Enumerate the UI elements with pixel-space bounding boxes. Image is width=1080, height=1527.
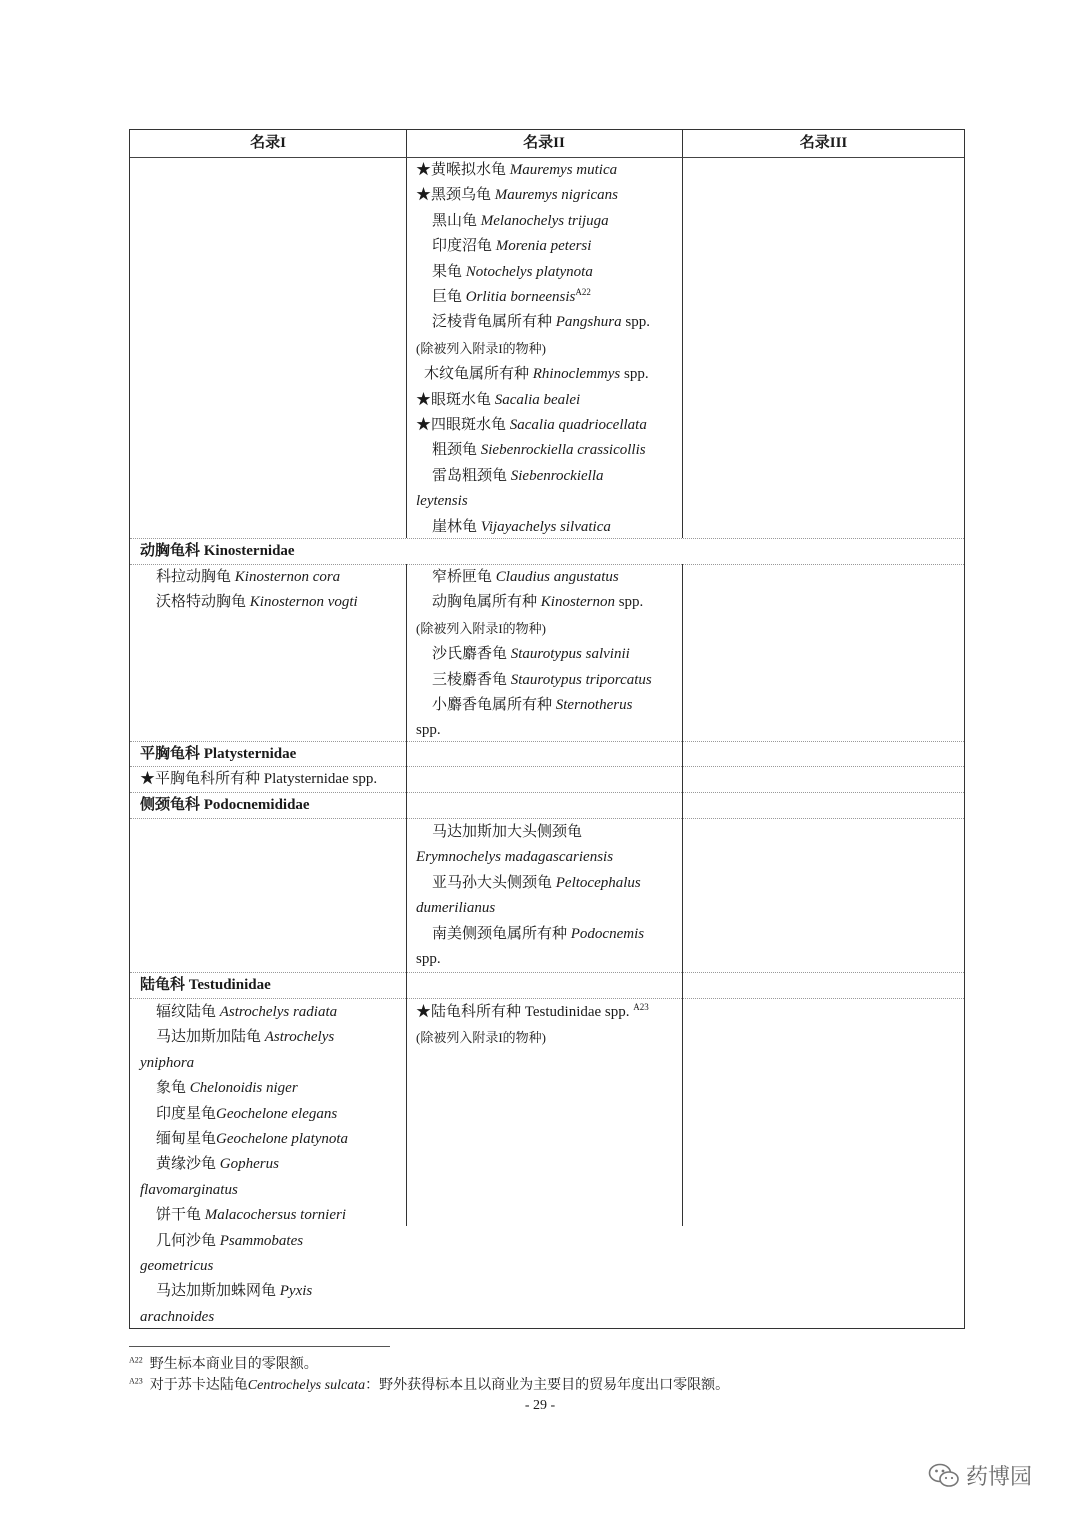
column-divider-2 bbox=[682, 130, 683, 538]
species-line: 亚马孙大头侧颈龟 Peltocephalus bbox=[432, 874, 641, 891]
wechat-icon bbox=[928, 1463, 960, 1489]
podocnemididae-col2 bbox=[416, 820, 644, 972]
species-line: 马达加斯加蛛网龟 Pyxis bbox=[156, 1283, 313, 1300]
species-line: (除被列入附录I的物种) bbox=[416, 340, 546, 356]
kinosternidae-col2 bbox=[416, 565, 652, 744]
species-line: 果龟 Notochelys platynota bbox=[432, 263, 593, 280]
column-divider-2c bbox=[682, 766, 683, 792]
species-line: 辐纹陆龟 Astrochelys radiata bbox=[156, 1004, 338, 1020]
species-line: flavomarginatus bbox=[140, 1181, 238, 1198]
footnote-a22: $^{A22}$ 野生标本商业目的零限额。 bbox=[129, 1355, 318, 1372]
species-line: leytensis bbox=[416, 493, 468, 510]
section-rule bbox=[130, 998, 964, 999]
species-line: 象龟 Chelonoidis niger bbox=[156, 1080, 298, 1097]
species-line: geometricus bbox=[140, 1258, 214, 1275]
species-line: 黑山龟 Melanochelys trijuga bbox=[432, 212, 609, 229]
species-line: 窄桥匣龟 Claudius angustatus bbox=[432, 569, 619, 585]
platysternidae-col1 bbox=[140, 767, 377, 792]
species-line: ★四眼斑水龟 Sacalia quadriocellata bbox=[416, 417, 647, 434]
species-line: 几何沙龟 Psammobates bbox=[156, 1232, 304, 1249]
species-line: arachnoides bbox=[140, 1308, 215, 1325]
species-line: 粗颈龟 Siebenrockiella crassicollis bbox=[432, 442, 646, 459]
family-title-kinosternidae: 动胸龟科 Kinosternidae bbox=[140, 543, 295, 559]
species-line: ★平胸龟科所有种 Platysternidae spp. bbox=[140, 771, 378, 787]
species-line: (除被列入附录I的物种) bbox=[416, 620, 546, 636]
species-line: 动胸龟属所有种 Kinosternon spp. bbox=[432, 594, 644, 611]
species-line: 沙氏麝香龟 Staurotypus salvinii bbox=[432, 646, 630, 663]
species-line: 三棱麝香龟 Staurotypus triporcatus bbox=[432, 671, 652, 688]
species-line: spp. bbox=[416, 722, 441, 739]
species-line: 饼干龟 Malacochersus tornieri bbox=[156, 1207, 346, 1224]
testudinidae-col2 bbox=[416, 1000, 649, 1052]
kinosternidae-col1 bbox=[140, 565, 358, 616]
testudinidae-col1 bbox=[140, 1000, 348, 1330]
column-divider-1b bbox=[406, 564, 407, 1226]
species-line: 马达加斯加大头侧颈龟 bbox=[432, 824, 583, 840]
species-line: yniphora bbox=[140, 1054, 195, 1071]
family-title-podocnemididae: 侧颈龟科 Podocnemididae bbox=[140, 797, 310, 813]
family-title-platysternidae: 平胸龟科 Platysternidae bbox=[140, 746, 297, 762]
species-line: 黄缘沙龟 Gopherus bbox=[156, 1156, 279, 1173]
footnote-rule bbox=[129, 1346, 390, 1347]
header-appendix-1: 名录I bbox=[250, 135, 286, 151]
column-divider-1c bbox=[406, 766, 407, 792]
section-rule bbox=[130, 818, 964, 819]
species-line: 缅甸星龟Geochelone platynota bbox=[156, 1131, 349, 1148]
column-divider-2b bbox=[682, 564, 683, 1226]
watermark-text: 药博园 bbox=[966, 1465, 1033, 1490]
species-line: 科拉动胸龟 Kinosternon cora bbox=[156, 569, 341, 585]
species-line: dumerilianus bbox=[416, 900, 496, 917]
species-line: 沃格特动胸龟 Kinosternon vogti bbox=[156, 594, 358, 611]
species-line: 印度星龟Geochelone elegans bbox=[156, 1105, 338, 1122]
species-line: Erymnochelys madagascariensis bbox=[416, 849, 614, 866]
species-line: 南美侧颈龟属所有种 Podocnemis bbox=[432, 925, 645, 942]
species-line: ★黄喉拟水龟 Mauremys mutica bbox=[416, 162, 618, 178]
species-line: 马达加斯加陆龟 Astrochelys bbox=[156, 1029, 335, 1046]
column-divider-1 bbox=[406, 130, 407, 538]
footnote-a23: $^{A23}$ 对于苏卡达陆龟Centrochelys sulcata：野外获得标本且以商业为主要目的贸易年度出口零限额。 bbox=[129, 1376, 730, 1393]
watermark bbox=[928, 1460, 1032, 1491]
species-line: 小麝香龟属所有种 Sternotherus bbox=[432, 697, 633, 714]
species-line: 崖林龟 Vijayachelys silvatica bbox=[432, 518, 611, 535]
species-line: ★眼斑水龟 Sacalia bealei bbox=[416, 391, 581, 408]
continued-col2 bbox=[416, 158, 650, 540]
species-line: (除被列入附录I的物种) bbox=[416, 1030, 546, 1046]
species-line: 印度沼龟 Morenia petersi bbox=[432, 238, 592, 255]
species-line: 巨龟 Orlitia borneensis$^{A22}$ bbox=[432, 287, 591, 306]
species-line: 泛棱背龟属所有种 Pangshura spp. bbox=[432, 314, 650, 331]
species-line: ★黑颈乌龟 Mauremys nigricans bbox=[416, 187, 618, 204]
species-line: spp. bbox=[416, 951, 441, 968]
header-appendix-2: 名录II bbox=[523, 135, 565, 151]
family-title-testudinidae: 陆龟科 Testudinidae bbox=[140, 977, 271, 993]
species-line: ★陆龟科所有种 Testudinidae spp. $^{A23}$ bbox=[416, 1002, 649, 1020]
header-appendix-3: 名录III bbox=[799, 135, 848, 151]
species-line: 雷岛粗颈龟 Siebenrockiella bbox=[432, 467, 604, 484]
page-number: - 29 - bbox=[524, 1398, 556, 1413]
cites-appendix-table bbox=[129, 129, 965, 1329]
species-line: 木纹龟属所有种 Rhinoclemmys spp. bbox=[424, 366, 649, 383]
